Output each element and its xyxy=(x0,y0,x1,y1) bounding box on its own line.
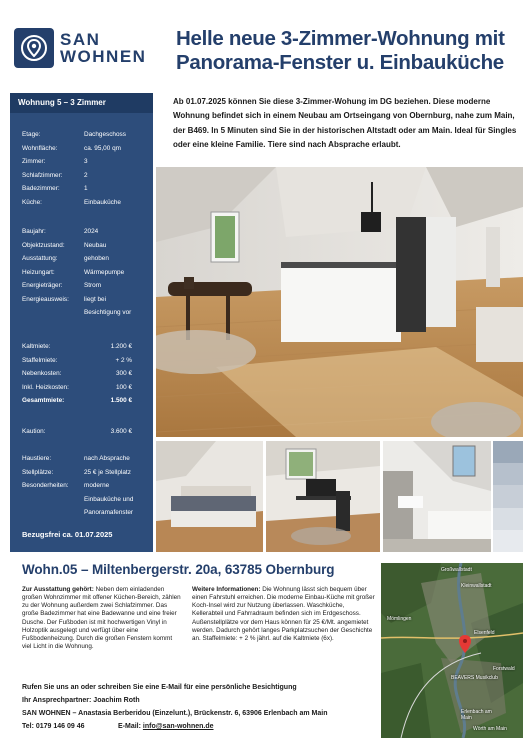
fact-key: Wohnfläche: xyxy=(22,144,58,152)
fact-sheet-title: Wohnung 5 – 3 Zimmer xyxy=(10,93,153,113)
equipment-description xyxy=(22,586,182,651)
equipment-text: Neben dem einladenden großen Wohnzimmer mit offener Küchen-Bereich, zählen zu der Wohnung außerdem zwei Schlafzimmer. Das große Badezimmer hat eine Badewanne und eine freier Dusche. Der Fußboden ist mit hochwertigen Vinyl in Holzoptik ausgelegt und verfügt über eine Fußbodenheizung. Durch die großen Fenstern kommt viel Licht in die Wohnung. xyxy=(22,586,181,651)
fact-row xyxy=(22,428,152,436)
brand-logo xyxy=(14,27,159,69)
fact-value: moderne xyxy=(84,482,110,489)
fact-key: Nebenkosten: xyxy=(22,370,62,377)
fact-value: Wärmepumpe xyxy=(84,268,125,276)
fact-key: Baujahr: xyxy=(22,228,46,235)
brand-line-1: SAN xyxy=(60,30,101,49)
office-photo xyxy=(266,441,380,552)
fact-row xyxy=(22,255,152,263)
fact-value: 1.500 € xyxy=(110,397,132,404)
contact-phone[interactable]: Tel: 0179 146 09 46 xyxy=(22,723,85,730)
bedroom-photo xyxy=(156,441,263,552)
fact-key: Zimmer: xyxy=(22,158,46,165)
fact-value: 300 € xyxy=(116,370,132,377)
fact-row xyxy=(22,384,152,392)
fact-row xyxy=(22,496,152,504)
fact-row xyxy=(22,269,152,277)
color-swatch xyxy=(493,441,523,463)
fact-key: Gesamtmiete: xyxy=(22,397,65,404)
living-kitchen-photo xyxy=(156,167,523,437)
color-swatch xyxy=(493,530,523,552)
intro-text: Ab 01.07.2025 können Sie diese 3-Zimmer-Wohung im DG beziehen. Diese moderne Wohnung befindet sich in einem Neubau am Ortseingang von Obernburg, nahe zum Main, der B469. In 5 Minuten sind Sie in der historischen Altstadt oder am Main. Ideal für Singles oder eine kleine Familie. Tiere sind nach Absprache erlaubt. xyxy=(173,97,517,150)
fact-row xyxy=(22,145,152,153)
further-info-description xyxy=(192,586,376,643)
fact-key: Staffelmiete: xyxy=(22,356,58,364)
email-link[interactable]: info@san-wohnen.de xyxy=(142,723,214,730)
email-line xyxy=(118,723,214,730)
fact-value: + 2 % xyxy=(115,356,132,364)
fact-key: Besonderheiten: xyxy=(22,482,69,489)
fact-row xyxy=(22,172,152,180)
fact-key: Energieausweis: xyxy=(22,295,69,303)
fact-row xyxy=(22,482,152,490)
fact-value: Panoramafenster xyxy=(84,509,134,516)
fact-key: Badezimmer: xyxy=(22,185,60,192)
fact-value: Dachgeschoss xyxy=(84,131,126,138)
fact-value: liegt bei xyxy=(84,295,107,303)
equipment-label: Zur Ausstattung gehört: xyxy=(22,586,94,593)
fact-key: Küche: xyxy=(22,198,42,206)
fact-row xyxy=(22,455,152,463)
fact-row xyxy=(22,309,152,317)
fact-value: Neubau xyxy=(84,241,107,249)
fact-key: Haustiere: xyxy=(22,455,52,462)
color-swatch xyxy=(493,508,523,530)
fact-value: 3.600 € xyxy=(110,428,132,435)
address-heading: Wohn.05 – Miltenbergerstr. 20a, 63785 Obernburg xyxy=(22,562,335,577)
map-label: Kleinwallstadt xyxy=(461,583,492,589)
color-swatches xyxy=(493,441,523,552)
fact-key: Heizungart: xyxy=(22,268,55,276)
fact-value: gehoben xyxy=(84,255,109,262)
fact-value: nach Absprache xyxy=(84,455,130,462)
fact-value: Strom xyxy=(84,282,102,289)
fact-row xyxy=(22,397,152,405)
company-address: SAN WOHNEN – Anastasia Berberidou (Einzelunt.), Brückenstr. 6, 63906 Erlenbach am Main xyxy=(22,710,328,717)
location-pin-icon xyxy=(14,28,54,68)
fact-row xyxy=(22,282,152,290)
map-label: Erlenbach am Main xyxy=(461,709,492,721)
map-label: BEAVERS Musikclub xyxy=(451,675,498,681)
fact-value: 2 xyxy=(84,171,88,179)
fact-value: 25 € je Stellplatz xyxy=(84,468,131,476)
fact-key xyxy=(22,309,84,317)
map-label: Forstwald xyxy=(493,666,515,672)
contact-invite: Rufen Sie uns an oder schreiben Sie eine E-Mail für eine persönliche Besichtigung xyxy=(22,684,297,691)
color-swatch xyxy=(493,485,523,507)
fact-row xyxy=(22,228,152,236)
fact-value: ca. 95,00 qm xyxy=(84,144,121,152)
page-title xyxy=(176,27,521,75)
further-info-label: Weitere Informationen: xyxy=(192,586,261,593)
title-line-1: Helle neue 3-Zimmer-Wohnung mit xyxy=(176,27,505,50)
brand-name xyxy=(60,31,146,65)
color-swatch xyxy=(493,463,523,485)
fact-key: Schlafzimmer: xyxy=(22,171,63,179)
map-label: Mömlingen xyxy=(387,616,412,622)
fact-value: 100 € xyxy=(116,383,132,391)
fact-key: Kaution: xyxy=(22,428,46,435)
fact-value: 1.200 € xyxy=(110,343,132,350)
fact-key: Inkl. Heizkosten: xyxy=(22,383,69,391)
fact-value: 1 xyxy=(84,185,88,192)
brand-line-2: WOHNEN xyxy=(60,47,147,66)
location-map[interactable] xyxy=(381,563,523,738)
bathroom-photo xyxy=(383,441,491,552)
email-label: E-Mail: xyxy=(118,723,141,730)
fact-row xyxy=(22,296,152,304)
fact-key: Etage: xyxy=(22,131,41,138)
fact-value: Besichtigung vor xyxy=(84,309,132,316)
title-line-2: Panorama-Fenster u. Einbauküche xyxy=(176,51,504,74)
fact-sheet-sidebar xyxy=(10,93,153,552)
fact-row xyxy=(22,199,152,207)
fact-key: Objektzustand: xyxy=(22,241,65,249)
fact-row xyxy=(22,158,152,166)
fact-row xyxy=(22,469,152,477)
map-label: Wörth am Main xyxy=(473,726,507,732)
fact-value: Einbauküche und xyxy=(84,495,134,503)
further-info-text: Die Wohnung lässt sich bequem über einen Fahrstuhl erreichen. Die moderne Einbau-Küche mit großer Koch-Insel wird zur Nutzung überlassen. Waschküche, Kellerabteil und Fahrradraum befinden sich im Erdgeschoss. Außenstellplätze vor dem Haus können für 25 €/Mt. angemietet werden. Dadurch gehört langes Parkplatzsuchen der Geschichte an. Staffelmiete: + 2 % jährl. auf die Kaltmiete (6x). xyxy=(192,586,375,642)
fact-value: Einbauküche xyxy=(84,198,121,206)
fact-row xyxy=(22,185,152,193)
fact-row xyxy=(22,509,152,517)
fact-row xyxy=(22,357,152,365)
fact-value: 3 xyxy=(84,158,88,165)
fact-key: Stellplätze: xyxy=(22,468,54,476)
map-label: Elsenfeld xyxy=(474,630,495,636)
map-label: Großwallstadt xyxy=(441,567,472,573)
fact-key: Kaltmiete: xyxy=(22,343,51,350)
contact-person: Ihr Ansprechpartner: Joachim Roth xyxy=(22,697,140,704)
fact-key xyxy=(22,496,84,504)
fact-key: Ausstattung: xyxy=(22,255,58,262)
fact-row xyxy=(22,242,152,250)
fact-key: Energieträger: xyxy=(22,282,63,289)
move-in-date: Bezugsfrei ca. 01.07.2025 xyxy=(22,530,113,539)
fact-row xyxy=(22,343,152,351)
fact-row xyxy=(22,131,152,139)
fact-value: 2024 xyxy=(84,228,99,235)
fact-row xyxy=(22,370,152,378)
fact-key xyxy=(22,509,84,517)
